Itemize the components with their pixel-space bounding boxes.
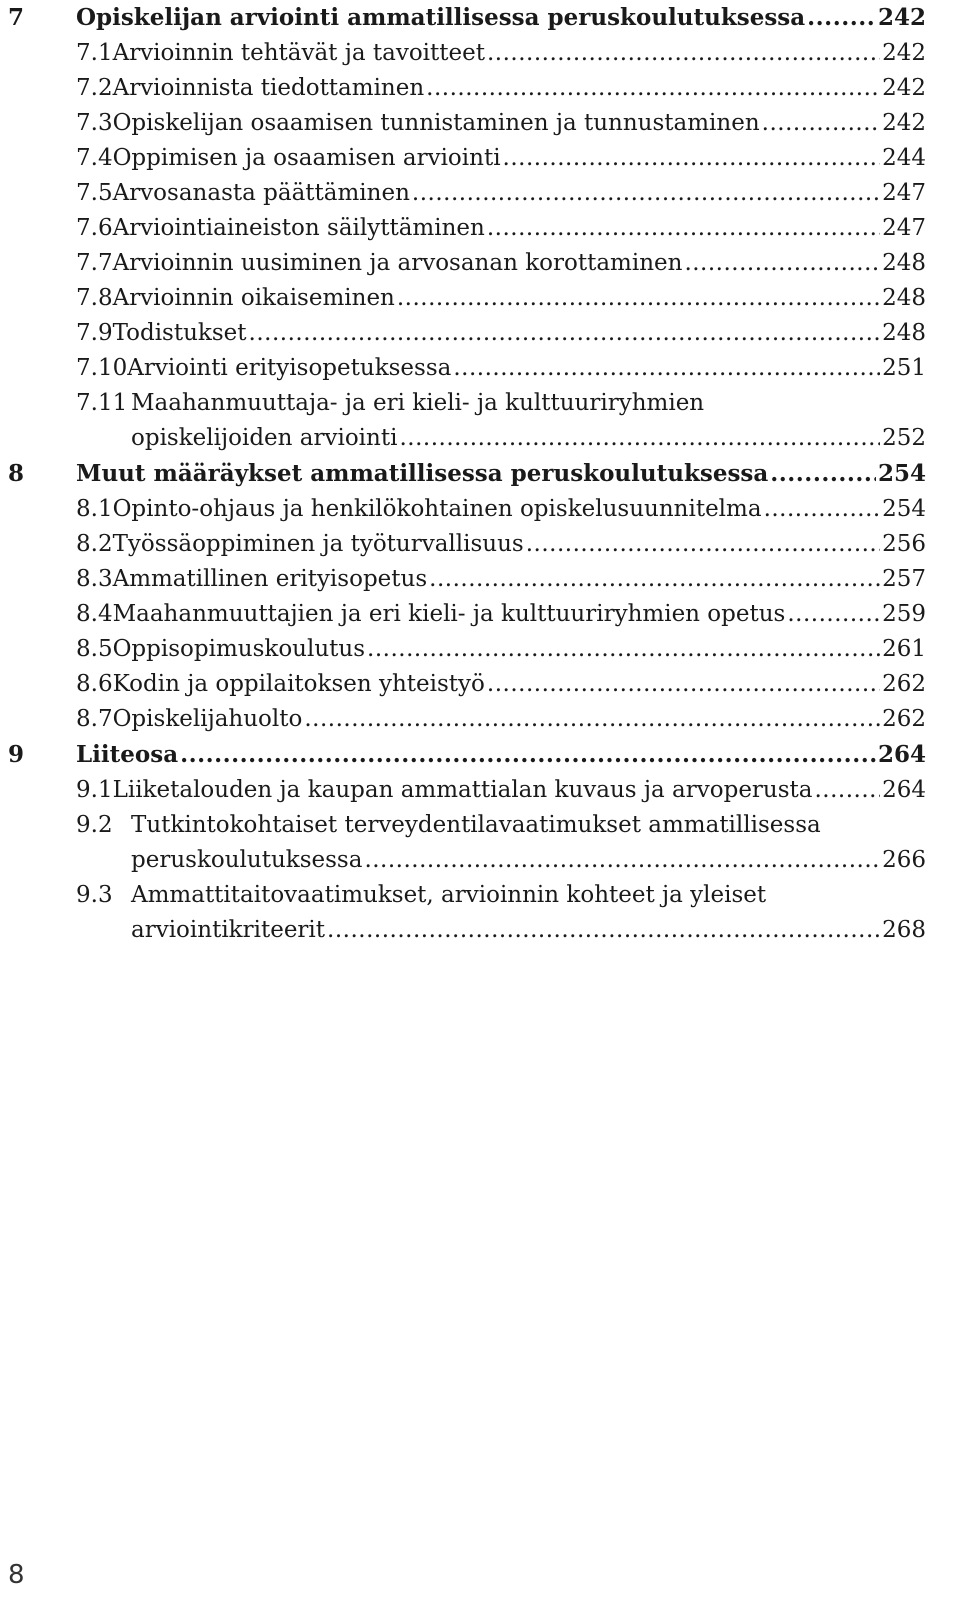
toc-entry bbox=[76, 71, 926, 106]
toc-entry bbox=[76, 632, 926, 667]
page-number: 248 bbox=[882, 285, 926, 311]
dot-leader bbox=[180, 737, 876, 772]
page-number: 254 bbox=[882, 496, 926, 522]
toc-entry bbox=[76, 702, 926, 737]
page-number: 264 bbox=[882, 777, 926, 803]
dot-leader bbox=[304, 702, 880, 737]
chapter-title: Opiskelijan arviointi ammatillisessa peruskoulutuksessa bbox=[76, 4, 806, 31]
toc-entry bbox=[76, 281, 926, 316]
entry-title: Arviointiaineiston säilyttäminen bbox=[112, 215, 485, 241]
toc-entry-multiline bbox=[76, 878, 926, 913]
dot-leader bbox=[807, 0, 876, 35]
entry-title: Ammattitaitovaatimukset, arvioinnin kohteet ja yleiset bbox=[131, 882, 767, 908]
entry-number: 8.7 bbox=[76, 706, 113, 732]
dot-leader bbox=[526, 527, 880, 562]
toc-entry-continuation bbox=[131, 843, 926, 878]
entry-title: Oppimisen ja osaamisen arviointi bbox=[112, 145, 501, 171]
dot-leader bbox=[815, 773, 881, 808]
dot-leader bbox=[429, 562, 880, 597]
entry-number: 7.7 bbox=[76, 250, 113, 276]
entry-number: 7.11 bbox=[76, 390, 128, 416]
toc-entry-multiline bbox=[76, 808, 926, 843]
dot-leader bbox=[364, 843, 880, 878]
chapter-row bbox=[76, 737, 926, 772]
entry-title: Oppisopimuskoulutus bbox=[112, 636, 366, 662]
entry-number: 7.1 bbox=[76, 40, 113, 66]
dot-leader bbox=[397, 281, 880, 316]
toc-entry bbox=[76, 106, 926, 141]
toc-entry bbox=[76, 351, 926, 386]
entry-number: 8.3 bbox=[76, 566, 113, 592]
entry-number: 7.6 bbox=[76, 215, 113, 241]
entry-title: Arvioinnin tehtävät ja tavoitteet bbox=[112, 40, 485, 66]
entry-number: 7.5 bbox=[76, 180, 113, 206]
entry-title: Arvosanasta päättäminen bbox=[112, 180, 410, 206]
toc-entry bbox=[76, 492, 926, 527]
page-number: 248 bbox=[882, 320, 926, 346]
dot-leader bbox=[487, 667, 880, 702]
toc-entry bbox=[76, 773, 926, 808]
chapter-title: Muut määräykset ammatillisessa peruskoulutuksessa bbox=[76, 460, 769, 487]
dot-leader bbox=[787, 597, 880, 632]
entry-title: Opiskelijahuolto bbox=[112, 706, 303, 732]
entry-number: 7.9 bbox=[76, 320, 113, 346]
entry-number: 8.5 bbox=[76, 636, 113, 662]
entry-title: Arvioinnista tiedottaminen bbox=[112, 75, 425, 101]
page-number: 242 bbox=[882, 110, 926, 136]
entry-title: Maahanmuuttajien ja eri kieli- ja kulttuuriryhmien opetus bbox=[112, 601, 786, 627]
entry-title: Liiketalouden ja kaupan ammattialan kuvaus ja arvoperusta bbox=[112, 777, 813, 803]
page-number: 248 bbox=[882, 250, 926, 276]
entry-title: Arvioinnin oikaiseminen bbox=[112, 285, 395, 311]
entry-number: 8.1 bbox=[76, 496, 113, 522]
chapter-number: 7 bbox=[8, 4, 25, 31]
chapter-title: Liiteosa bbox=[76, 741, 179, 768]
page-number: 251 bbox=[882, 355, 926, 381]
toc-chapter-8 bbox=[0, 456, 960, 737]
toc-entry bbox=[76, 316, 926, 351]
dot-leader bbox=[487, 36, 880, 71]
page-number: 262 bbox=[882, 671, 926, 697]
chapter-row bbox=[76, 456, 926, 491]
entry-title: Ammatillinen erityisopetus bbox=[112, 566, 428, 592]
dot-leader bbox=[684, 246, 880, 281]
entry-title: Arvioinnin uusiminen ja arvosanan korottaminen bbox=[112, 250, 683, 276]
chapter-heading bbox=[0, 456, 960, 492]
page-number: 261 bbox=[882, 636, 926, 662]
entry-number: 9.1 bbox=[76, 777, 113, 803]
entry-title: Opiskelijan osaamisen tunnistaminen ja tunnustaminen bbox=[112, 110, 760, 136]
entry-title: Maahanmuuttaja- ja eri kieli- ja kulttuuriryhmien bbox=[131, 390, 705, 416]
entry-title: Arviointi erityisopetuksessa bbox=[127, 355, 452, 381]
dot-leader bbox=[367, 632, 880, 667]
entry-title: Opinto-ohjaus ja henkilökohtainen opiskelusuunnitelma bbox=[112, 496, 762, 522]
dot-leader bbox=[487, 211, 880, 246]
chapter-number: 9 bbox=[8, 741, 25, 768]
toc-chapter-9 bbox=[0, 737, 960, 948]
dot-leader bbox=[503, 141, 881, 176]
entry-number: 8.2 bbox=[76, 531, 113, 557]
dot-leader bbox=[770, 456, 876, 491]
toc-entry-continuation bbox=[131, 913, 926, 948]
entry-title: Todistukset bbox=[112, 320, 247, 346]
dot-leader bbox=[762, 106, 880, 141]
toc-entry bbox=[76, 562, 926, 597]
page-number: 242 bbox=[882, 75, 926, 101]
chapter-heading bbox=[0, 737, 960, 773]
entry-title-continued: peruskoulutuksessa bbox=[131, 847, 363, 873]
toc-chapter-7 bbox=[0, 0, 960, 456]
entry-title-continued: arviointikriteerit bbox=[131, 917, 326, 943]
page-number: 266 bbox=[882, 847, 926, 873]
chapter-number: 8 bbox=[8, 460, 25, 487]
dot-leader bbox=[453, 351, 880, 386]
dot-leader bbox=[399, 421, 880, 456]
entry-title: Työssäoppiminen ja työturvallisuus bbox=[112, 531, 524, 557]
toc-entry bbox=[76, 211, 926, 246]
page-number: 247 bbox=[882, 215, 926, 241]
dot-leader bbox=[764, 492, 881, 527]
page-number: 264 bbox=[877, 741, 926, 768]
entry-number: 9.2 bbox=[76, 812, 113, 838]
toc-entry bbox=[76, 141, 926, 176]
page-number: 244 bbox=[882, 145, 926, 171]
toc-entry bbox=[76, 176, 926, 211]
entry-number: 7.8 bbox=[76, 285, 113, 311]
page-number: 252 bbox=[882, 425, 926, 451]
entry-number: 7.3 bbox=[76, 110, 113, 136]
dot-leader bbox=[249, 316, 881, 351]
entry-title: Tutkintokohtaiset terveydentilavaatimukset ammatillisessa bbox=[131, 812, 821, 838]
page-number: 247 bbox=[882, 180, 926, 206]
toc-entry bbox=[76, 246, 926, 281]
page-number: 254 bbox=[877, 460, 926, 487]
page-folio-number: 8 bbox=[8, 1560, 25, 1590]
toc-entry-multiline bbox=[76, 386, 926, 421]
chapter-heading bbox=[0, 0, 960, 36]
entry-title-continued: opiskelijoiden arviointi bbox=[131, 425, 398, 451]
entry-number: 9.3 bbox=[76, 882, 113, 908]
entry-title: Kodin ja oppilaitoksen yhteistyö bbox=[112, 671, 485, 697]
page-number: 268 bbox=[882, 917, 926, 943]
page-number: 242 bbox=[882, 40, 926, 66]
entry-number: 7.2 bbox=[76, 75, 113, 101]
page-number: 257 bbox=[882, 566, 926, 592]
entry-number: 8.6 bbox=[76, 671, 113, 697]
page-number: 259 bbox=[882, 601, 926, 627]
entry-number: 7.10 bbox=[76, 355, 128, 381]
entry-number: 8.4 bbox=[76, 601, 113, 627]
chapter-row bbox=[76, 0, 926, 35]
toc-entry bbox=[76, 667, 926, 702]
page-number: 256 bbox=[882, 531, 926, 557]
entry-number: 7.4 bbox=[76, 145, 113, 171]
toc-entry bbox=[76, 527, 926, 562]
dot-leader bbox=[426, 71, 880, 106]
page-number: 242 bbox=[877, 4, 926, 31]
toc-entry-continuation bbox=[131, 421, 926, 456]
dot-leader bbox=[327, 913, 880, 948]
toc-entry bbox=[76, 597, 926, 632]
toc-entry bbox=[76, 36, 926, 71]
dot-leader bbox=[412, 176, 880, 211]
page-number: 262 bbox=[882, 706, 926, 732]
